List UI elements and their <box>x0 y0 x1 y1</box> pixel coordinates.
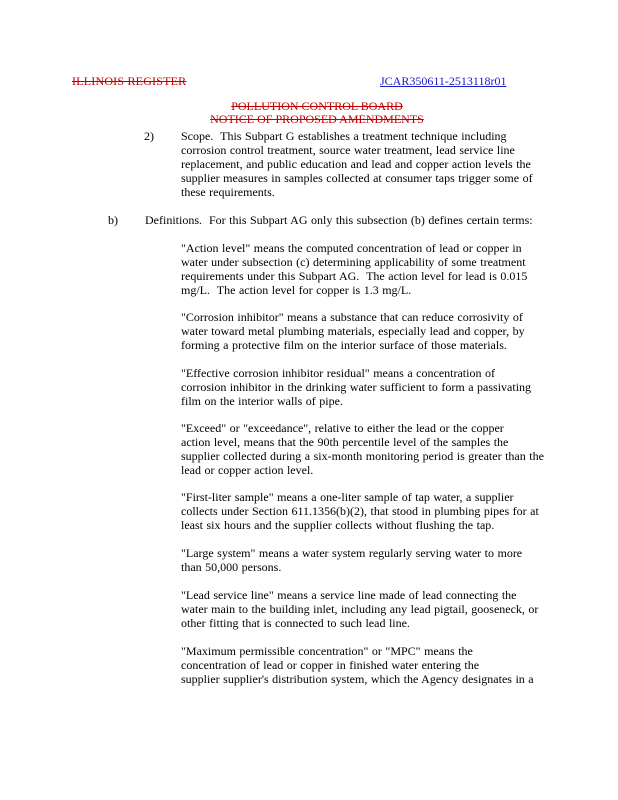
definitions-intro: Definitions. For this Subpart AG only this subsection (b) defines certain terms: <box>145 213 533 227</box>
scope-number: 2) <box>144 129 154 143</box>
term-effective-residual: "Effective corrosion inhibitor residual" means a concentration of corrosion inhibitor in the drinking water sufficient to form a passivating film on the interior walls of pipe. <box>181 366 532 408</box>
term-corrosion-inhibitor: "Corrosion inhibitor" means a substance that can reduce corrosivity of water toward metal plumbing materials, especially lead and copper, by forming a protective film on the interior surface of those materials. <box>181 310 525 352</box>
term-lead-service-line: "Lead service line" means a service line made of lead connecting the water main to the building inlet, including any lead pigtail, gooseneck, or other fitting that is connected to such lead line. <box>181 588 539 630</box>
header-left: ILLINOIS REGISTER <box>72 74 187 88</box>
term-exceed: "Exceed" or "exceedance", relative to either the lead or the copper action level, means that the 90th percentile level of the samples the supplier collected during a six-month monitoring period is greater than the lead or copper action level. <box>181 421 544 477</box>
term-mpc: "Maximum permissible concentration" or "MPC" means the concentration of lead or copper in finished water entering the supplier supplier's distribution system, which the Agency designates in a <box>181 644 534 686</box>
term-action-level: "Action level" means the computed concentration of lead or copper in water under subsection (c) determining applicability of some treatment requirements under this Subpart AG. The action level for lead is 0.015 mg/L. The action level for copper is 1.3 mg/L. <box>181 241 528 297</box>
definitions-label: b) <box>108 213 118 227</box>
title-notice: NOTICE OF PROPOSED AMENDMENTS <box>210 112 424 126</box>
scope-text: Scope. This Subpart G establishes a treatment technique including corrosion control treatment, source water treatment, lead service line replacement, and public education and lead and copper action levels the supplier measures in samples collected at consumer taps trigger some of these requirements. <box>181 129 533 199</box>
term-large-system: "Large system" means a water system regularly serving water to more than 50,000 persons. <box>181 546 523 574</box>
header-right: JCAR350611-2513118r01 <box>380 74 507 88</box>
term-first-liter-sample: "First-liter sample" means a one-liter sample of tap water, a supplier collects under Section 611.1356(b)(2), that stood in plumbing pipes for at least six hours and the supplier collects without flushing the tap. <box>181 490 539 532</box>
title-board: POLLUTION CONTROL BOARD <box>231 99 403 113</box>
